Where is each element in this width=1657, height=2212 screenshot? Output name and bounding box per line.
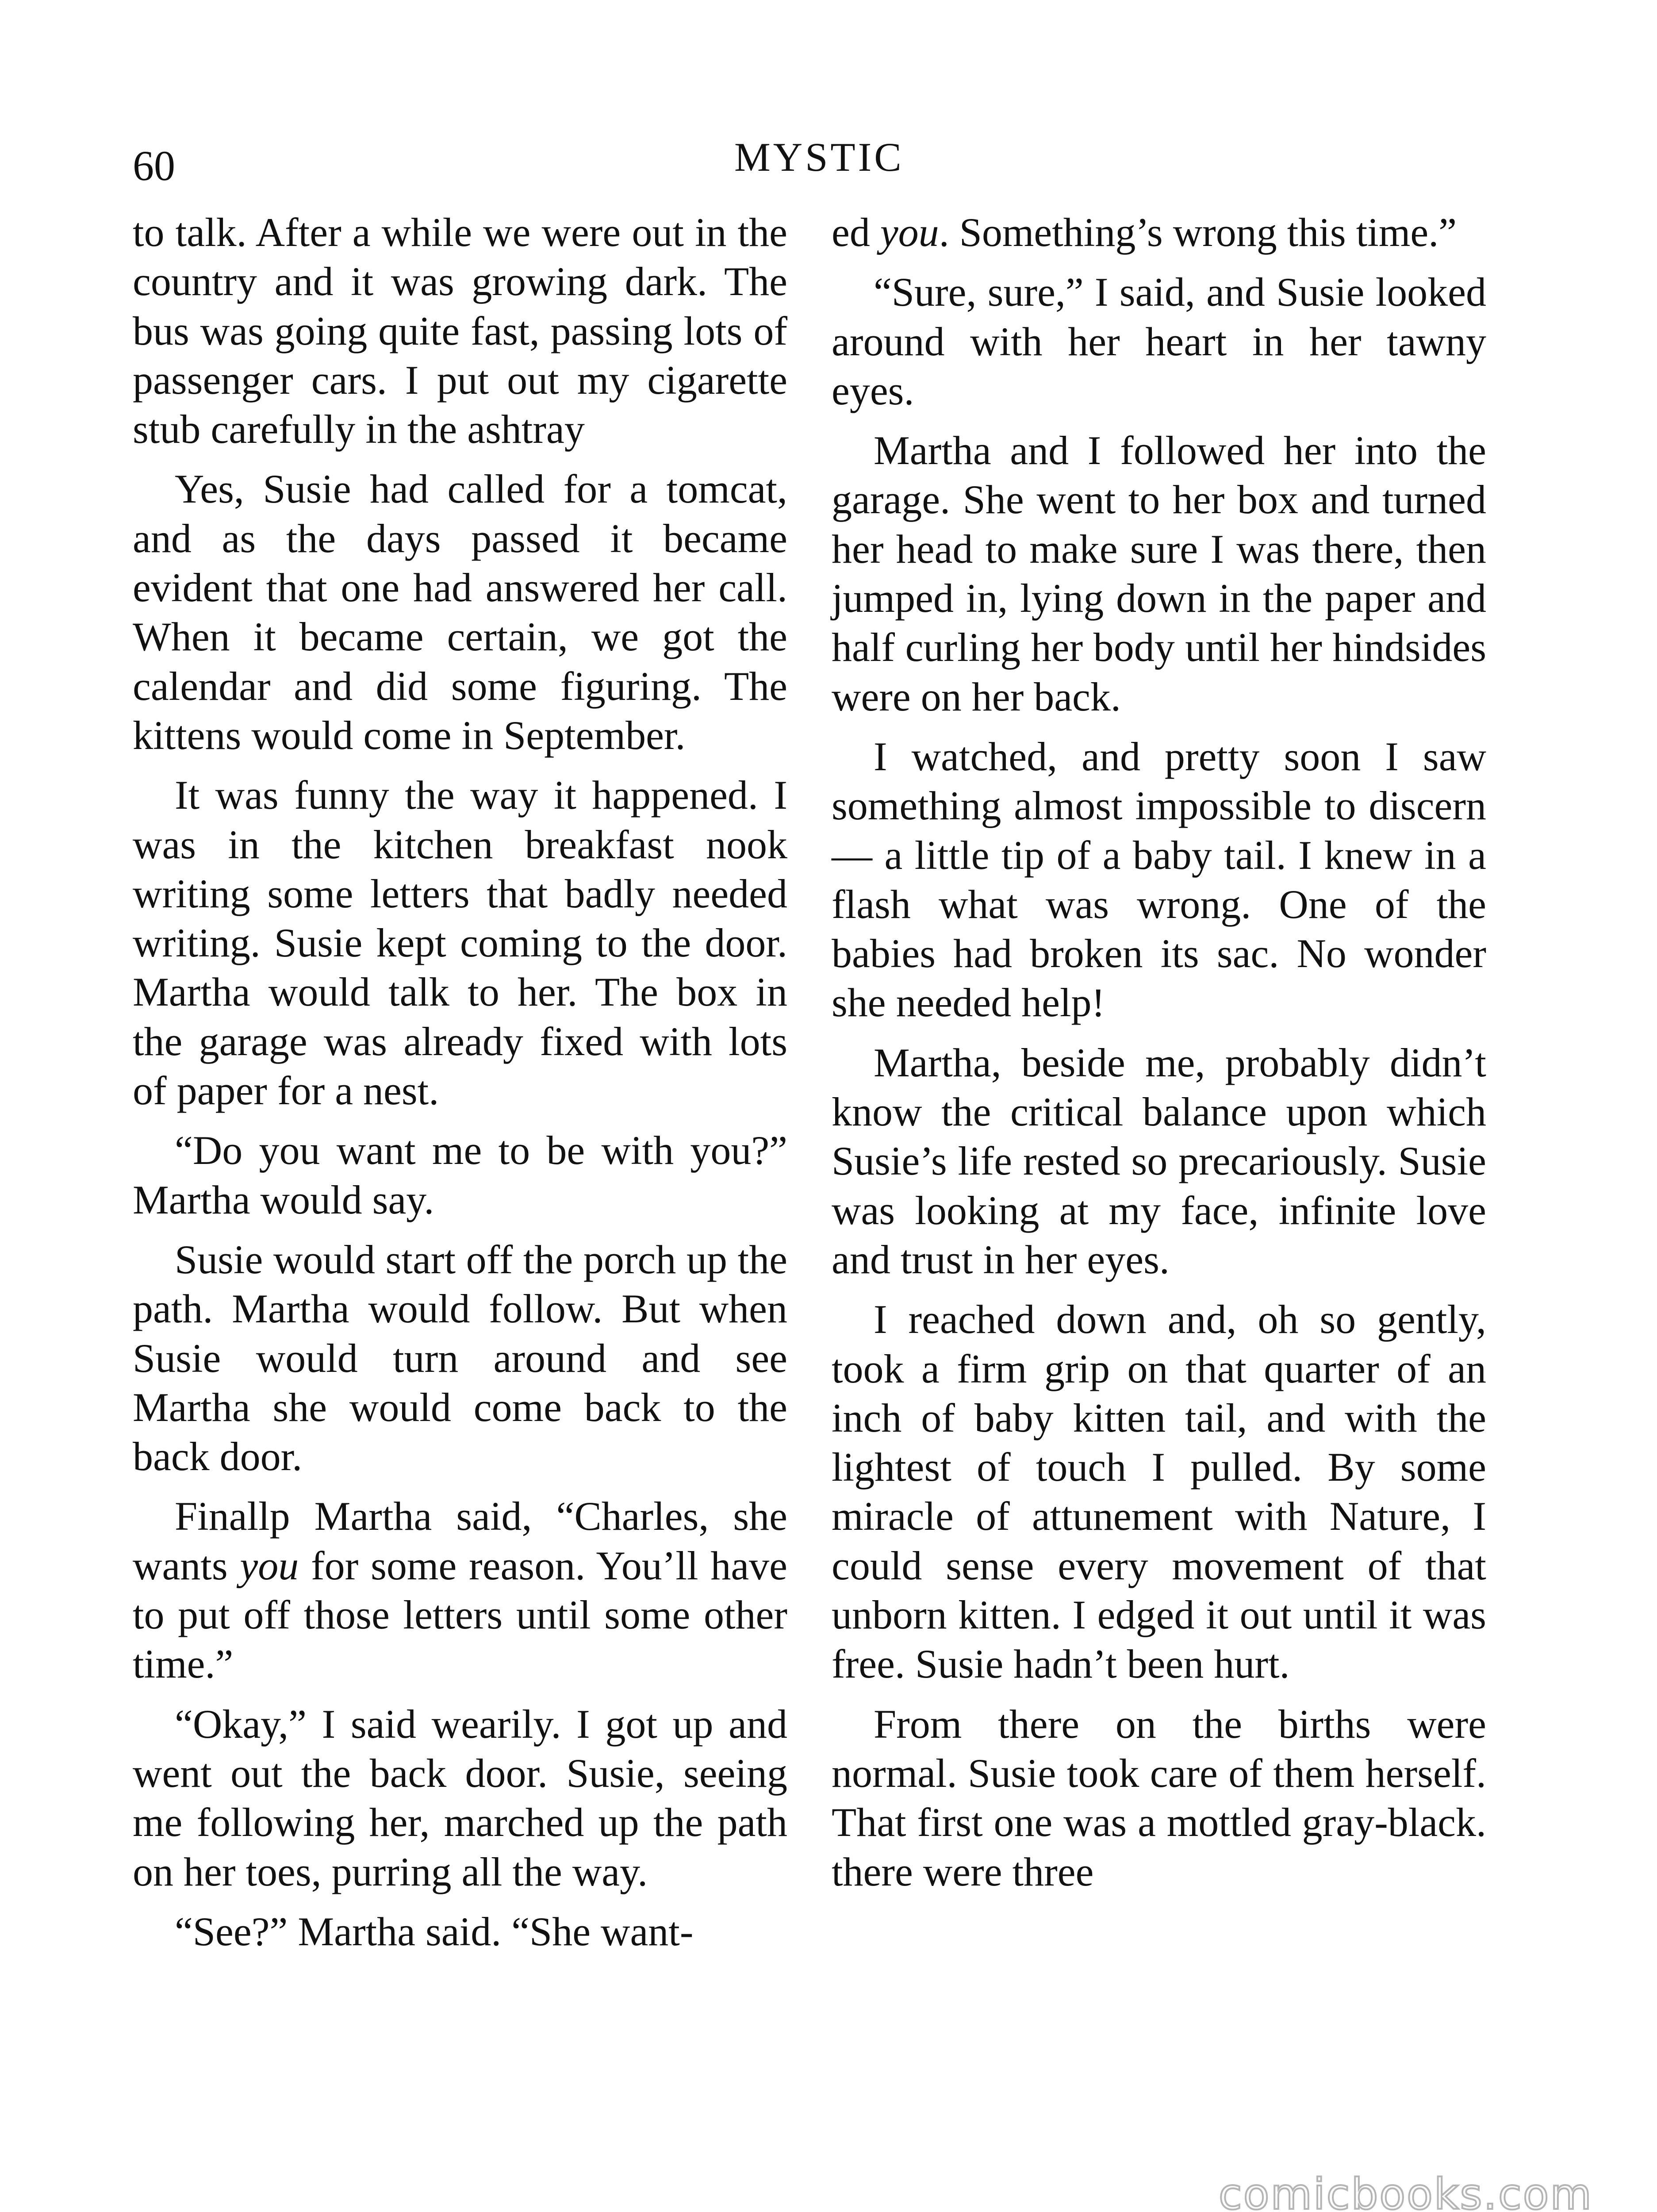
paragraph-text: Finallp Martha said, “Charles, she wants xyxy=(133,1494,787,1588)
paragraph-text: . Something’s wrong this time.” xyxy=(939,210,1457,255)
running-head: MYSTIC xyxy=(734,134,904,180)
paragraph: Yes, Susie had called for a tomcat, and as the days passed it became evident that one had answered her call. When it became certain, we got the calendar and did some figuring. The kittens would come in September. xyxy=(133,466,787,758)
paragraph: It was funny the way it happened. I was in the kitchen breakfast nook writing some letters that badly needed writing. Susie kept coming to the door. Martha would talk to her. The box in the garage was already fixed with lots of paper for a nest. xyxy=(133,772,787,1114)
page-number: 60 xyxy=(133,142,175,189)
paragraph-text: ed xyxy=(832,210,880,255)
paragraph: “Sure, sure,” I said, and Susie looked around with her heart in her tawny eyes. xyxy=(832,269,1486,413)
paragraph: “See?” Martha said. “She want- xyxy=(175,1909,694,1954)
paragraph: I watched, and pretty soon I saw something almost impossible to discern — a little tip of a baby tail. I knew in a flash what was wrong. One of the babies had broken its sac. No wonder she needed help! xyxy=(832,733,1486,1025)
emphasis-text: you xyxy=(240,1543,299,1588)
paragraph: Susie would start off the porch up the path. Martha would follow. But when Susie would turn around and see Martha she would come back to the back door. xyxy=(133,1237,787,1479)
paragraph: I reached down and, oh so gently, took a firm grip on that quarter of an inch of baby kitten tail, and with the lightest of touch I pulled. By some miracle of attunement with Nature, I could sense every movement of that unborn kitten. I edged it out until it was free. Susie hadn’t been hurt. xyxy=(832,1297,1486,1687)
paragraph: “Okay,” I said wearily. I got up and went out the back door. Susie, seeing me following her, marched up the path on her toes, purring all the way. xyxy=(133,1701,787,1894)
paragraph xyxy=(832,208,1486,257)
paragraph-text: for some reason. You’ll have to put off those letters until some other time.” xyxy=(133,1543,787,1687)
paragraph: “Do you want me to be with you?” Martha would say. xyxy=(133,1128,787,1222)
emphasis-text: you xyxy=(880,210,939,255)
paragraph: From there on the births were normal. Susie took care of them herself. That first one was a mottled gray-black. there were three xyxy=(832,1701,1486,1894)
watermark: comicbooks.com xyxy=(1219,2170,1593,2212)
left-column xyxy=(133,208,787,1967)
paragraph xyxy=(133,1492,787,1689)
paragraph: Martha and I followed her into the garage. She went to her box and turned her head to make sure I was there, then jumped in, lying down in the paper and half curling her body until her hindsides were on her back. xyxy=(832,428,1486,719)
paragraph: to talk. After a while we were out in the country and it was growing dark. The bus was going quite fast, passing lots of passenger cars. I put out my cigarette stub carefully in the ashtray xyxy=(133,210,787,452)
right-column xyxy=(832,208,1486,1907)
paragraph: Martha, beside me, probably didn’t know the critical balance upon which Susie’s life rested so precariously. Susie was looking at my face, infinite love and trust in her eyes. xyxy=(832,1040,1486,1282)
page-header xyxy=(133,133,1513,195)
